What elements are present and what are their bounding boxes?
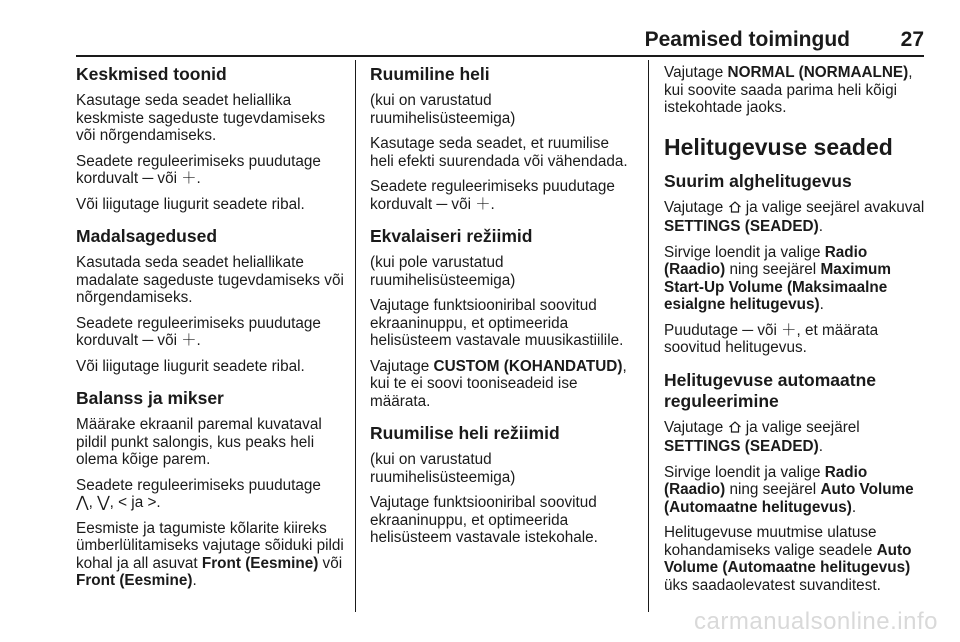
heading-balanss-ja-mikser: Balanss ja mikser xyxy=(76,388,224,408)
paragraph: Vajutage CUSTOM (KOHANDATUD), kui te ei soovi tooniseadeid ise määrata. xyxy=(370,357,627,410)
paragraph: Kasutage seda seadet, et ruumilise heli efekti suurendada või vähendada. xyxy=(370,135,628,170)
paragraph: Seadete reguleerimiseks puudutage korduvalt ─ või ＋. xyxy=(76,152,321,187)
minus-icon: ─ xyxy=(742,321,754,339)
heading-ruumiline-heli: Ruumiline heli xyxy=(370,64,490,84)
paragraph: (kui on varustatud ruumihelisüsteemiga) xyxy=(370,451,516,486)
paragraph: Kasutage seda seadet heliallika keskmiste sageduste tugevdamiseks või nõrgendamiseks. xyxy=(76,92,326,144)
heading-ruumilise-heli-reziimid: Ruumilise heli režiimid xyxy=(370,423,560,443)
paragraph: Seadete reguleerimiseks puudutage ⋀, ⋁, < ja >. xyxy=(76,476,321,511)
arrow-right-icon: > xyxy=(147,494,157,511)
home-icon xyxy=(728,200,742,219)
column-1 xyxy=(76,64,348,598)
home-icon xyxy=(728,420,742,439)
heading-helitugevuse-seaded: Helitugevuse seaded xyxy=(664,133,893,160)
column-divider xyxy=(355,60,356,612)
heading-madalsagedused: Madalsagedused xyxy=(76,226,218,246)
paragraph: (kui pole varustatud ruumihelisüsteemiga) xyxy=(370,254,516,289)
paragraph: Või liigutage liugurit seadete ribal. xyxy=(76,195,305,213)
paragraph: Määrake ekraanil paremal kuvataval pildil punkt salongis, kus peaks heli olema kõige parem. xyxy=(76,416,322,468)
paragraph: Vajutage ja valige seejärel SETTINGS (SEADED). xyxy=(664,418,860,455)
minus-icon: ─ xyxy=(436,195,448,213)
paragraph: Vajutage ja valige seejärel avakuval SETTINGS (SEADED). xyxy=(664,198,925,235)
heading-ekvalaiseri-reziimid: Ekvalaiseri režiimid xyxy=(370,226,533,246)
watermark: carmanualsonline.info xyxy=(694,608,938,635)
minus-icon: ─ xyxy=(142,170,154,187)
column-2 xyxy=(370,64,632,555)
paragraph: Helitugevuse muutmise ulatuse kohandamiseks valige seadele Auto Volume (Automaatne helitugevus) üks saadaolevatest suvanditest. xyxy=(664,524,912,594)
paragraph: Seadete reguleerimiseks puudutage korduvalt ─ või ＋. xyxy=(370,178,615,213)
paragraph: Vajutage NORMAL (NORMAALNE), kui soovite saada parima heli kõigi istekohtade jaoks. xyxy=(664,64,913,116)
heading-helitugevuse-automaatne-reguleerimine: Helitugevuse automaatne reguleerimine xyxy=(664,369,876,411)
heading-keskmised-toonid: Keskmised toonid xyxy=(76,64,227,84)
paragraph: (kui on varustatud ruumihelisüsteemiga) xyxy=(370,92,516,127)
paragraph: Vajutage funktsiooniribal soovitud ekraaninuppu, et optimeerida helisüsteem vastavale muusikastiilile. xyxy=(370,297,624,349)
paragraph: Seadete reguleerimiseks puudutage korduvalt ─ või ＋. xyxy=(76,314,321,349)
paragraph: Kasutada seda seadet heliallikate madalate sageduste tugevdamiseks või nõrgendamiseks. xyxy=(76,254,344,306)
plus-icon: ＋ xyxy=(181,332,197,349)
paragraph: Sirvige loendit ja valige Radio (Raadio) ning seejärel Maximum Start-Up Volume (Maksimaalne esialgne helitugevus). xyxy=(664,243,892,313)
heading-suurim-alghelitugevus: Suurim alghelitugevus xyxy=(664,170,852,191)
page-number: 27 xyxy=(900,28,924,51)
arrow-down-icon: ⋁ xyxy=(97,494,110,511)
arrow-up-icon: ⋀ xyxy=(76,494,89,511)
column-3 xyxy=(664,64,926,602)
arrow-left-icon: < xyxy=(118,494,128,511)
paragraph: Sirvige loendit ja valige Radio (Raadio) ning seejärel Auto Volume (Automaatne helitugevus). xyxy=(664,463,914,516)
plus-icon: ＋ xyxy=(781,321,797,339)
plus-icon: ＋ xyxy=(475,195,491,213)
plus-icon: ＋ xyxy=(181,170,197,187)
paragraph: Vajutage funktsiooniribal soovitud ekraaninuppu, et optimeerida helisüsteem vastavale istekohale. xyxy=(370,494,598,546)
minus-icon: ─ xyxy=(142,332,154,349)
page-header xyxy=(76,0,924,57)
page-title: Peamised toimingud xyxy=(644,28,850,51)
paragraph: Puudutage ─ või ＋, et määrata soovitud helitugevus. xyxy=(664,321,879,356)
paragraph: Või liigutage liugurit seadete ribal. xyxy=(76,357,305,375)
paragraph: Eesmiste ja tagumiste kõlarite kiireks ümberlülitamiseks vajutage sõiduki pildi kohal ja all asuvat Front (Eesmine) või Front (Eesmine). xyxy=(76,519,344,589)
column-divider xyxy=(648,60,649,612)
